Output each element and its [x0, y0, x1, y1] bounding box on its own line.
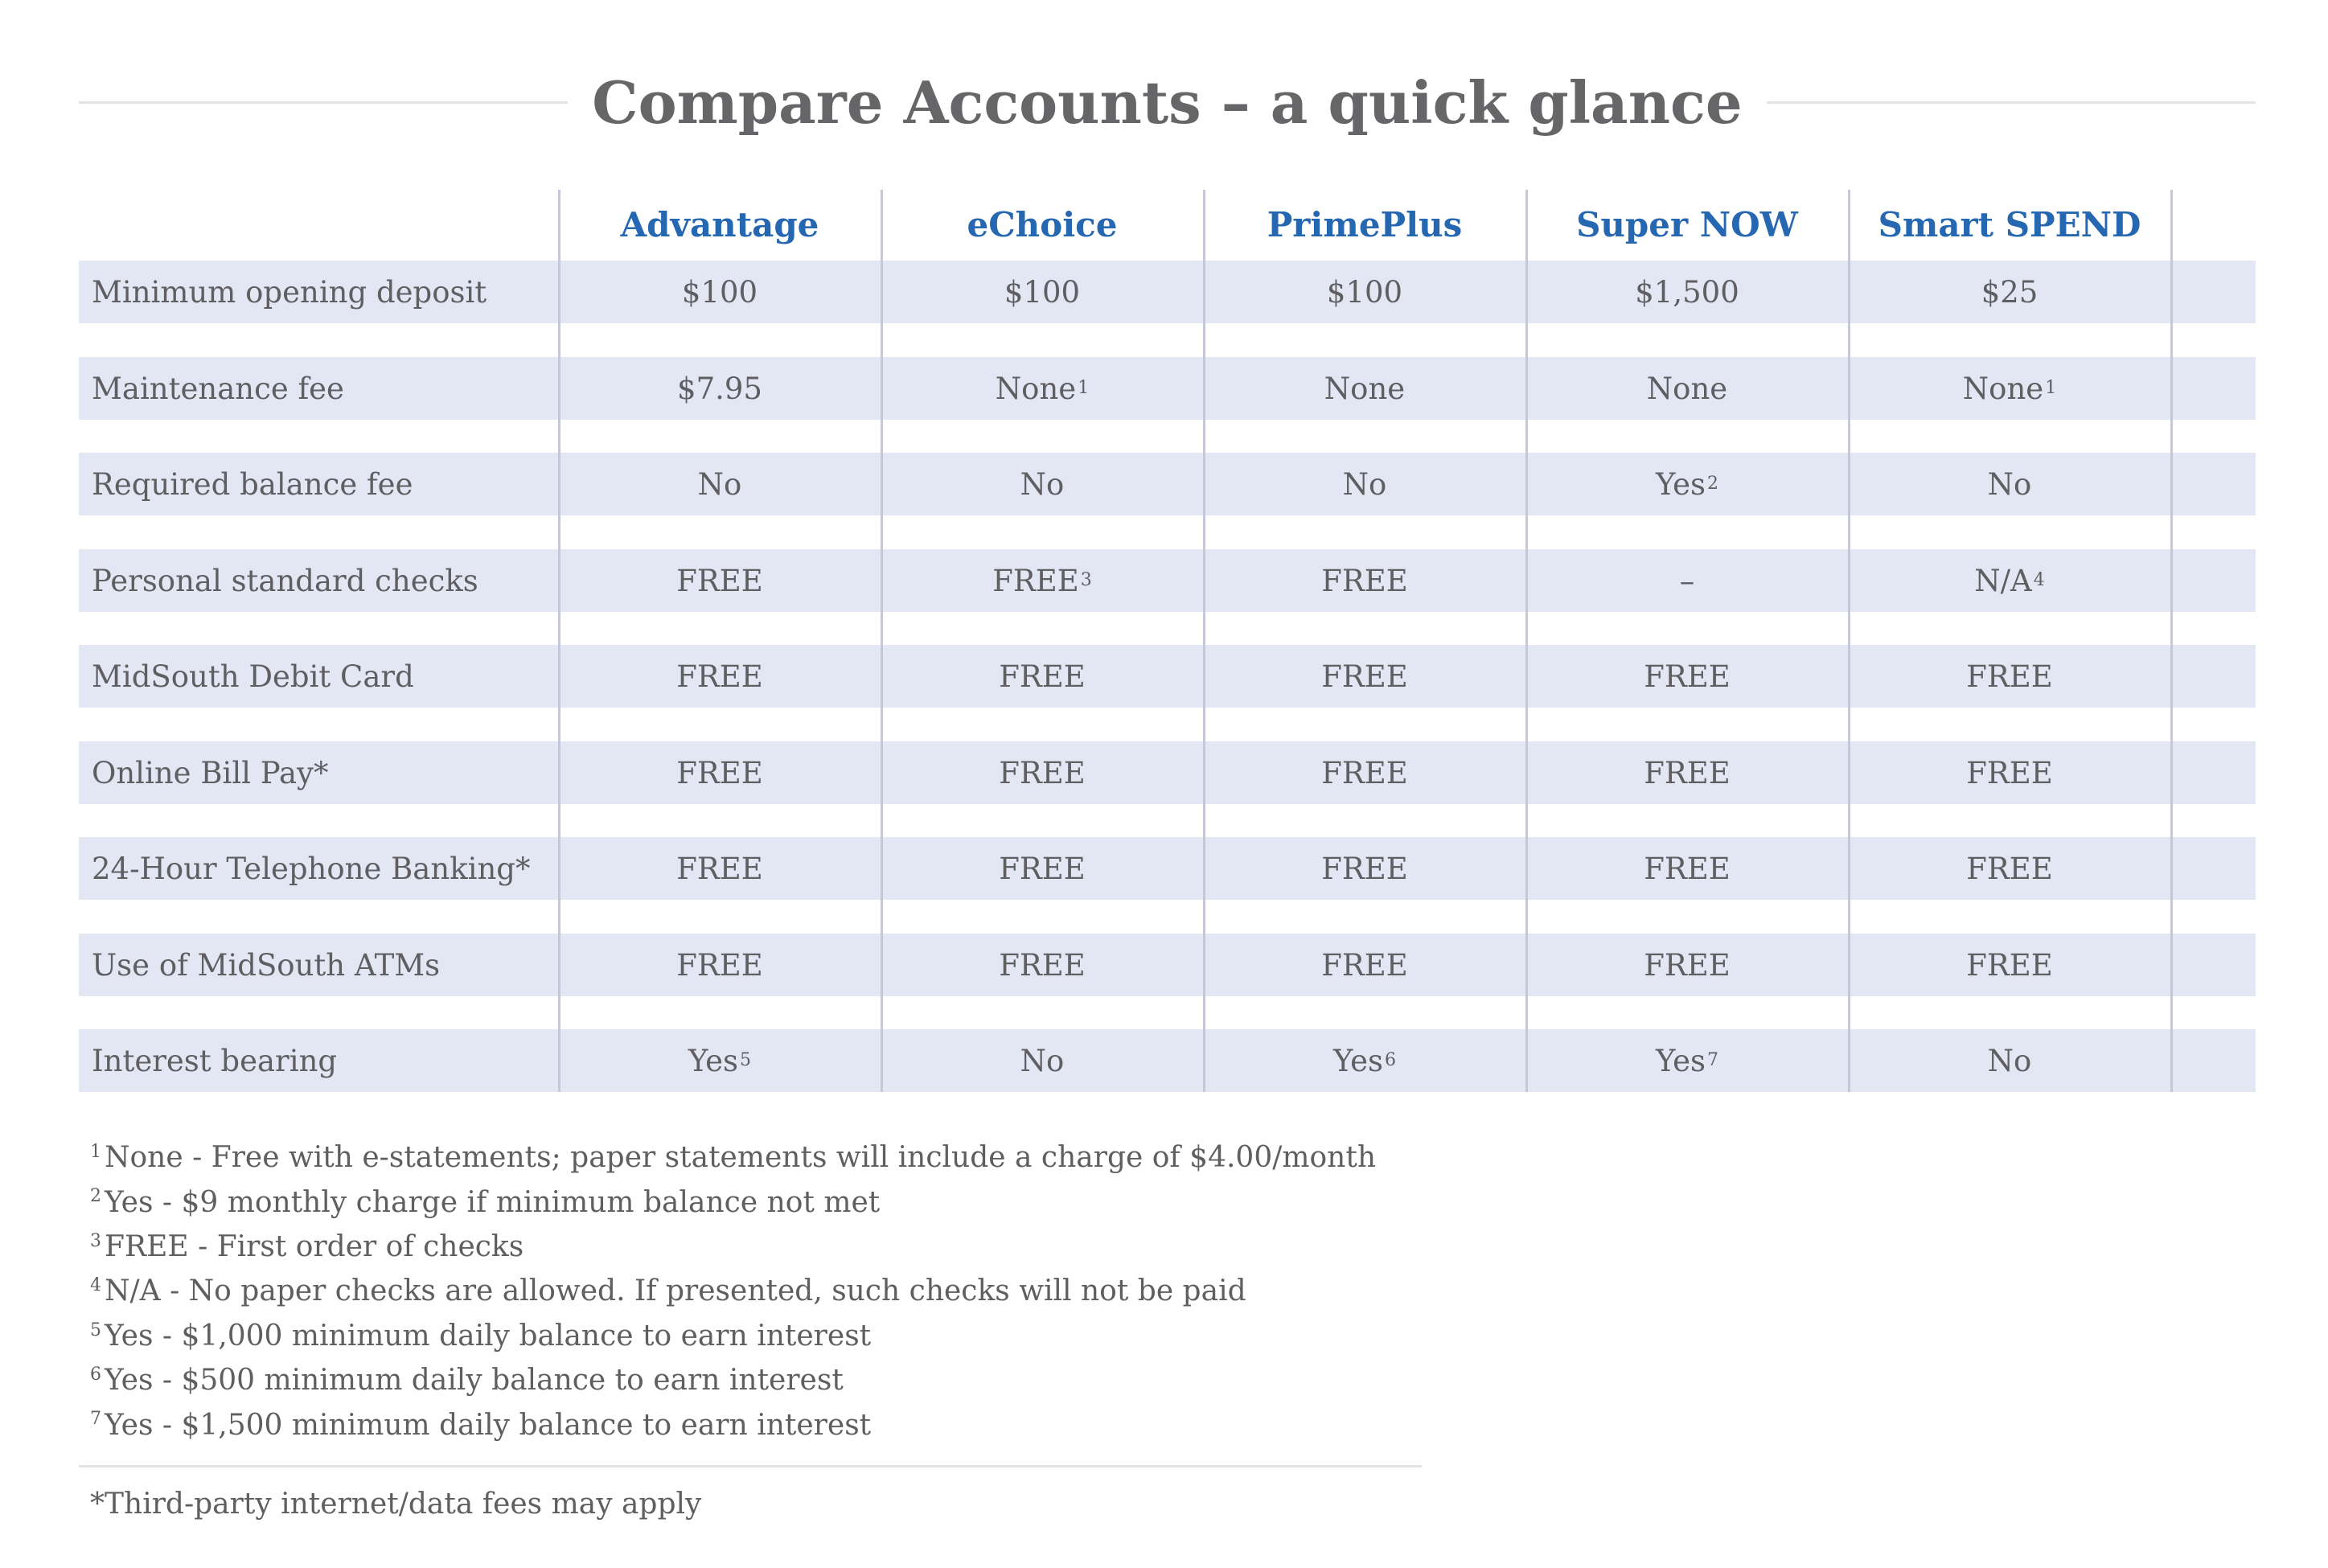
- cell-value: No: [1020, 466, 1065, 502]
- footnote-item: [90, 1180, 1376, 1224]
- title-rule-left: [79, 101, 568, 104]
- table-cell: [1526, 549, 1848, 612]
- cell-value: $25: [1981, 274, 2039, 310]
- footnote-item: [90, 1225, 1376, 1269]
- cell-value: FREE: [999, 659, 1086, 694]
- table-row: [79, 741, 2256, 804]
- row-label: Required balance fee: [92, 466, 413, 502]
- title-bar: [79, 66, 2256, 138]
- table-cell: Yes 6: [1332, 1043, 1397, 1078]
- footnote-text: Yes - $1,000 minimum daily balance to earn interest: [105, 1319, 872, 1353]
- footnote-item: [90, 1358, 1376, 1402]
- cell-value: FREE: [1966, 947, 2053, 983]
- table-cell: [1849, 1029, 2170, 1092]
- footnote-text: Yes - $500 minimum daily balance to earn interest: [105, 1364, 844, 1398]
- cell-value: FREE: [1644, 947, 1731, 983]
- cell-value: $1,500: [1635, 274, 1739, 310]
- footnote-item: [90, 1314, 1376, 1358]
- column-header-smart-spend: Smart SPEND: [1878, 204, 2141, 244]
- table-cell: [1204, 934, 1525, 996]
- cell-value: $7.95: [677, 371, 762, 406]
- table-cell: [881, 741, 1203, 804]
- footnote-divider: [79, 1465, 1422, 1467]
- table-cell: [1849, 645, 2170, 708]
- table-cell: [1849, 453, 2170, 515]
- table-row: [79, 261, 2256, 323]
- footnote-text: Yes - $1,500 minimum daily balance to earn interest: [105, 1408, 872, 1442]
- footnote-number: 1: [90, 1142, 101, 1162]
- cell-value: FREE: [992, 563, 1079, 598]
- table-cell: [1849, 261, 2170, 323]
- cell-value: None: [1324, 371, 1406, 406]
- table-cell: [1526, 934, 1848, 996]
- disclaimer: *Third-party internet/data fees may apply: [90, 1488, 702, 1521]
- row-label: MidSouth Debit Card: [92, 659, 414, 694]
- cell-value: FREE: [1321, 563, 1408, 598]
- footnote-number: 2: [90, 1186, 101, 1207]
- cell-value: FREE: [1966, 659, 2053, 694]
- row-label: 24-Hour Telephone Banking*: [92, 851, 531, 886]
- footnote-item: [90, 1269, 1376, 1313]
- cell-value: FREE: [676, 851, 763, 886]
- row-label: Minimum opening deposit: [92, 274, 487, 310]
- table-row: [79, 645, 2256, 708]
- column-separator: [881, 190, 883, 1092]
- table-cell: [881, 837, 1203, 900]
- cell-value: FREE: [1966, 851, 2053, 886]
- row-label: Online Bill Pay*: [92, 755, 329, 790]
- table-cell: [1849, 934, 2170, 996]
- table-cell: [1526, 357, 1848, 420]
- table-cell: N/A 4: [1974, 563, 2045, 598]
- table-row: [79, 1029, 2256, 1092]
- column-header-advantage: Advantage: [620, 204, 819, 244]
- footnote-number: 4: [90, 1275, 101, 1296]
- table-cell: [1526, 645, 1848, 708]
- table-cell: FREE 3: [992, 563, 1092, 598]
- footnote-text: Yes - $9 monthly charge if minimum balance not met: [105, 1185, 881, 1219]
- column-separator: [1848, 190, 1850, 1092]
- column-separator: [1203, 190, 1205, 1092]
- row-label: Use of MidSouth ATMs: [92, 947, 441, 983]
- column-separator: [2170, 190, 2173, 1092]
- table-cell: [559, 453, 881, 515]
- cell-value: Yes: [1655, 1043, 1706, 1078]
- column-header-echoice: eChoice: [967, 204, 1118, 244]
- footnote-number: 6: [90, 1364, 101, 1385]
- cell-value: No: [697, 466, 742, 502]
- table-cell: [559, 741, 881, 804]
- cell-value: FREE: [1321, 755, 1408, 790]
- footnote-text: FREE - First order of checks: [105, 1229, 524, 1263]
- footnote-number: 5: [90, 1320, 101, 1340]
- column-header-row: [79, 190, 2256, 259]
- table-cell: [881, 645, 1203, 708]
- table-cell: [881, 934, 1203, 996]
- cell-value: None: [995, 371, 1077, 406]
- cell-value: $100: [1326, 274, 1403, 310]
- table-cell: [1204, 261, 1525, 323]
- table-cell: [1204, 645, 1525, 708]
- cell-value: $100: [1004, 274, 1081, 310]
- comparison-table: [79, 190, 2256, 1078]
- cell-value: FREE: [676, 659, 763, 694]
- footnotes: [90, 1135, 1376, 1447]
- footnote-text: None - Free with e-statements; paper statements will include a charge of $4.00/month: [105, 1141, 1377, 1175]
- cell-value: FREE: [676, 755, 763, 790]
- table-cell: None 1: [1962, 371, 2057, 406]
- column-separator: [558, 190, 560, 1092]
- cell-value: FREE: [1321, 947, 1408, 983]
- table-cell: [1204, 453, 1525, 515]
- table-row: [79, 549, 2256, 612]
- cell-value: No: [1020, 1043, 1065, 1078]
- cell-value: No: [1987, 466, 2032, 502]
- table-row: [79, 453, 2256, 515]
- column-separator: [1525, 190, 1528, 1092]
- cell-value: Yes: [1332, 1043, 1384, 1078]
- table-cell: [1204, 837, 1525, 900]
- cell-value: N/A: [1974, 563, 2032, 598]
- table-cell: [1849, 741, 2170, 804]
- cell-value: No: [1342, 466, 1387, 502]
- cell-value: FREE: [999, 851, 1086, 886]
- cell-value: No: [1987, 1043, 2032, 1078]
- table-cell: [1526, 741, 1848, 804]
- table-cell: [559, 645, 881, 708]
- title-rule-right: [1767, 101, 2256, 104]
- table-row: [79, 357, 2256, 420]
- row-label: Personal standard checks: [92, 563, 478, 598]
- cell-value: FREE: [1966, 755, 2053, 790]
- table-cell: Yes 5: [688, 1043, 752, 1078]
- table-cell: [1849, 837, 2170, 900]
- cell-value: Yes: [688, 1043, 739, 1078]
- cell-value: FREE: [999, 947, 1086, 983]
- cell-value: Yes: [1655, 466, 1706, 502]
- footnote-text: N/A - No paper checks are allowed. If presented, such checks will not be paid: [105, 1275, 1246, 1308]
- footnote-number: 3: [90, 1230, 101, 1251]
- table-cell: [1526, 261, 1848, 323]
- cell-value: None: [1646, 371, 1728, 406]
- table-row: [79, 837, 2256, 900]
- table-cell: [559, 837, 881, 900]
- table-row: [79, 934, 2256, 996]
- footnote-number: 7: [90, 1409, 101, 1430]
- footnote-item: [90, 1402, 1376, 1447]
- table-cell: [559, 261, 881, 323]
- cell-value: FREE: [676, 947, 763, 983]
- cell-value: FREE: [676, 563, 763, 598]
- column-header-primeplus: PrimePlus: [1267, 204, 1463, 244]
- table-cell: [1204, 549, 1525, 612]
- cell-value: FREE: [1644, 659, 1731, 694]
- page-title: Compare Accounts – a quick glance: [592, 68, 1743, 137]
- cell-value: FREE: [999, 755, 1086, 790]
- column-header-super-now: Super NOW: [1576, 204, 1798, 244]
- cell-value: –: [1679, 563, 1695, 598]
- table-cell: Yes 2: [1655, 466, 1719, 502]
- footnote-item: [90, 1135, 1376, 1180]
- row-label: Maintenance fee: [92, 371, 344, 406]
- cell-value: FREE: [1321, 851, 1408, 886]
- table-cell: None 1: [995, 371, 1090, 406]
- table-cell: Yes 7: [1655, 1043, 1719, 1078]
- cell-value: $100: [681, 274, 758, 310]
- cell-value: FREE: [1644, 755, 1731, 790]
- table-cell: [881, 453, 1203, 515]
- table-cell: [559, 549, 881, 612]
- table-cell: [881, 1029, 1203, 1092]
- cell-value: FREE: [1321, 659, 1408, 694]
- table-cell: [1204, 741, 1525, 804]
- table-cell: [559, 934, 881, 996]
- table-cell: [881, 261, 1203, 323]
- cell-value: None: [1962, 371, 2044, 406]
- table-cell: [559, 357, 881, 420]
- table-cell: [1526, 837, 1848, 900]
- table-cell: [1204, 357, 1525, 420]
- row-label: Interest bearing: [92, 1043, 338, 1078]
- cell-value: FREE: [1644, 851, 1731, 886]
